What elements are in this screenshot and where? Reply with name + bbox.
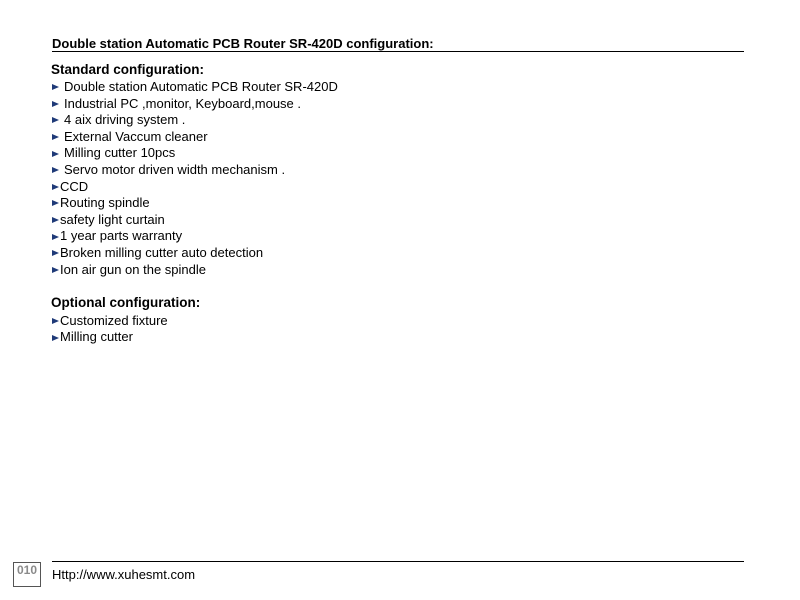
list-item-label: Customized fixture: [60, 313, 168, 328]
standard-configuration-heading: Standard configuration:: [51, 62, 204, 77]
list-item: [52, 112, 338, 129]
footer-divider: [52, 561, 744, 562]
list-item: [52, 245, 338, 262]
list-item: [52, 145, 338, 162]
list-item-label: safety light curtain: [60, 211, 165, 227]
list-item-label: Servo motor driven width mechanism .: [64, 161, 286, 177]
list-item-label: Industrial PC ,monitor, Keyboard,mouse .: [64, 95, 302, 111]
optional-configuration-list: [52, 313, 168, 346]
page-title: Double station Automatic PCB Router SR-420D configuration:: [52, 36, 744, 52]
triangle-bullet-icon: [52, 267, 59, 273]
triangle-bullet-icon: [52, 234, 59, 240]
triangle-bullet-icon: [52, 335, 59, 341]
list-item: [52, 179, 338, 196]
list-item-label: Broken milling cutter auto detection: [60, 244, 264, 260]
list-item-label: Double station Automatic PCB Router SR-420D: [64, 79, 338, 94]
list-item-label: Routing spindle: [60, 195, 150, 211]
triangle-bullet-icon: [52, 184, 59, 190]
list-item: [52, 313, 168, 329]
list-item: [52, 79, 338, 96]
list-item-label: Ion air gun on the spindle: [60, 261, 206, 277]
list-item-label: Milling cutter: [60, 329, 133, 345]
list-item-label: 4 aix driving system .: [64, 112, 186, 128]
list-item: [52, 329, 168, 345]
triangle-bullet-icon: [52, 200, 59, 206]
triangle-bullet-icon: [52, 117, 59, 123]
page-number: 010: [13, 562, 41, 587]
list-item: [52, 96, 338, 113]
triangle-bullet-icon: [52, 167, 59, 173]
list-item-label: Milling cutter 10pcs: [64, 145, 176, 161]
standard-configuration-list: [52, 79, 338, 278]
list-item-label: 1 year parts warranty: [60, 228, 183, 244]
list-item-label: CCD: [60, 178, 89, 194]
list-item-label: External Vaccum cleaner: [64, 128, 208, 144]
list-item: [52, 228, 338, 245]
optional-configuration-heading: Optional configuration:: [51, 295, 201, 310]
list-item: [52, 162, 338, 179]
list-item: [52, 212, 338, 229]
list-item: [52, 129, 338, 146]
triangle-bullet-icon: [52, 134, 59, 140]
triangle-bullet-icon: [52, 151, 59, 157]
triangle-bullet-icon: [52, 101, 59, 107]
triangle-bullet-icon: [52, 84, 59, 90]
list-item: [52, 195, 338, 212]
triangle-bullet-icon: [52, 318, 59, 324]
footer-url: Http://www.xuhesmt.com: [52, 567, 196, 582]
triangle-bullet-icon: [52, 217, 59, 223]
triangle-bullet-icon: [52, 250, 59, 256]
list-item: [52, 262, 338, 279]
